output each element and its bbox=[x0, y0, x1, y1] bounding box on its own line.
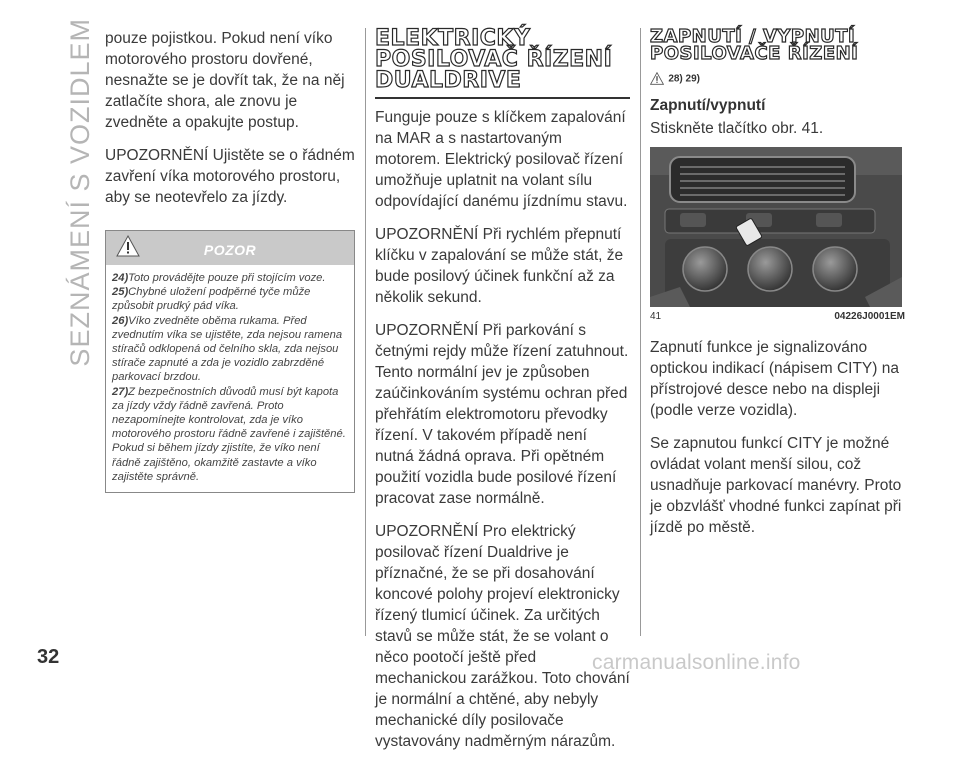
warning-label: POZOR bbox=[203, 242, 257, 258]
warning-item-text: Chybné uložení podpěrné tyče může způsobit prudký pád víka. bbox=[112, 286, 311, 313]
warning-item-number: 25) bbox=[112, 286, 129, 299]
warning-item-number: 27) bbox=[112, 385, 129, 398]
warning-box bbox=[105, 230, 355, 493]
column-divider bbox=[365, 28, 366, 636]
heading-line: DUALDRIVE bbox=[375, 68, 522, 93]
page-number: 32 bbox=[37, 646, 60, 668]
heading-line: POSILOVAČE ŘÍZENÍ bbox=[650, 43, 859, 64]
warning-small-icon bbox=[650, 70, 668, 87]
heading-rule bbox=[375, 97, 630, 99]
warning-item-text: Víko zvedněte oběma rukama. Před zvednutím víka se ujistěte, zda nejsou ramena stíračů odklopená od čelního skla, zda nejsou stírače zapnuté a zda je vozidlo zabrzděné parkovací brzdou. bbox=[112, 314, 343, 384]
figure-number: 41 bbox=[650, 311, 662, 323]
watermark-text: carmanualsonline.info bbox=[592, 651, 801, 674]
section-side-title bbox=[45, 0, 95, 600]
warning-item bbox=[112, 271, 348, 285]
paragraph: Se zapnutou funkcí CITY je možné ovládat volant menší silou, což usnadňuje parkovací manévry. Proto je obzvlášť vhodné funkci zapínat při jízdě po městě. bbox=[650, 435, 902, 537]
paragraph: pouze pojistkou. Pokud není víko motorového prostoru dovřené, nesnažte se je dovřít tak, že na něj zatlačíte shora, ale znovu je zvedněte a opakujte postup. bbox=[105, 30, 345, 131]
warning-item-number: 24) bbox=[112, 272, 129, 284]
paragraph: Funguje pouze s klíčkem zapalování na MAR a s nastartovaným motorem. Elektrický posilovač řízení umožňuje uplatnit na volant sílu odpovídající danému jízdnímu stavu. bbox=[375, 109, 628, 210]
heading-line: POSILOVAČ ŘÍZENÍ bbox=[375, 47, 613, 72]
paragraph: Zapnutí funkce je signalizováno optickou indikací (nápisem CITY) na přístrojové desce nebo na displeji (podle verze vozidla). bbox=[650, 339, 899, 420]
column-divider bbox=[640, 28, 641, 636]
warning-item-text: Toto provádějte pouze při stojícím voze. bbox=[128, 272, 326, 284]
figure-caption bbox=[650, 311, 905, 323]
warning-item bbox=[112, 385, 348, 484]
heading-line: ELEKTRICKÝ bbox=[375, 26, 531, 51]
warning-item-number: 26) bbox=[112, 314, 129, 327]
paragraph: UPOZORNĚNÍ Ujistěte se o řádném zavření víka motorového prostoru, aby se neotevřelo za jízdy. bbox=[105, 147, 355, 206]
warning-header bbox=[106, 231, 354, 265]
column-1 bbox=[105, 28, 355, 493]
column-3 bbox=[650, 28, 905, 550]
paragraph: Stiskněte tlačítko obr. 41. bbox=[650, 120, 824, 138]
section-heading bbox=[375, 28, 630, 91]
warning-item bbox=[112, 314, 348, 385]
notes-ref-text: 28) 29) bbox=[668, 73, 700, 85]
paragraph: UPOZORNĚNÍ Při rychlém přepnutí klíčku v zapalování se může stát, že bude posilový účinek funkční až za několik sekund. bbox=[375, 226, 624, 306]
paragraph: UPOZORNĚNÍ Pro elektrický posilovač řízení Dualdrive je příznačné, že se při dosahování koncové polohy projeví elektronicky řízený tlumicí účinek. Za určitých stavů se může stát, že se volant o něco pootočí ještě před mechanickou zarážkou. Toto chování je normální a chtěné, aby nebyly mechanické díly posilovače vystavovány nadměrným nárazům. bbox=[375, 523, 630, 750]
section-title-text: SEZNÁMENÍ S VOZIDLEM bbox=[65, 18, 95, 367]
figure-code: 04226J0001EM bbox=[834, 311, 905, 323]
warning-item bbox=[112, 285, 348, 313]
dashboard-figure-image bbox=[650, 147, 902, 307]
warning-item-text: Z bezpečnostních důvodů musí být kapota za jízdy vždy řádně zavřená. Proto nezapomínejte kontrolovat, zda je víko motorového prostoru řádně zavřené i zajištěné. Pokud si během jízdy zjistíte, že víko není řádně zajištěno, okamžitě zastavte a víko zajistěte správně. bbox=[112, 385, 346, 483]
paragraph: UPOZORNĚNÍ Při parkování s četnými rejdy může řízení zatuhnout. Tento normální jev je způsoben zaúčinkováním systému ochran před přehřátím elektromotoru převodky řízení. V takovém případě není nutná žádná oprava. Při opětném použití vozidla bude posilové řízení pracovat zase normálně. bbox=[375, 322, 629, 507]
heading-line: ZAPNUTÍ / VYPNUTÍ bbox=[650, 26, 856, 47]
subheading: Zapnutí/vypnutí bbox=[650, 97, 766, 115]
section-heading bbox=[650, 28, 905, 62]
warning-body bbox=[106, 265, 354, 492]
notes-reference bbox=[650, 68, 905, 89]
